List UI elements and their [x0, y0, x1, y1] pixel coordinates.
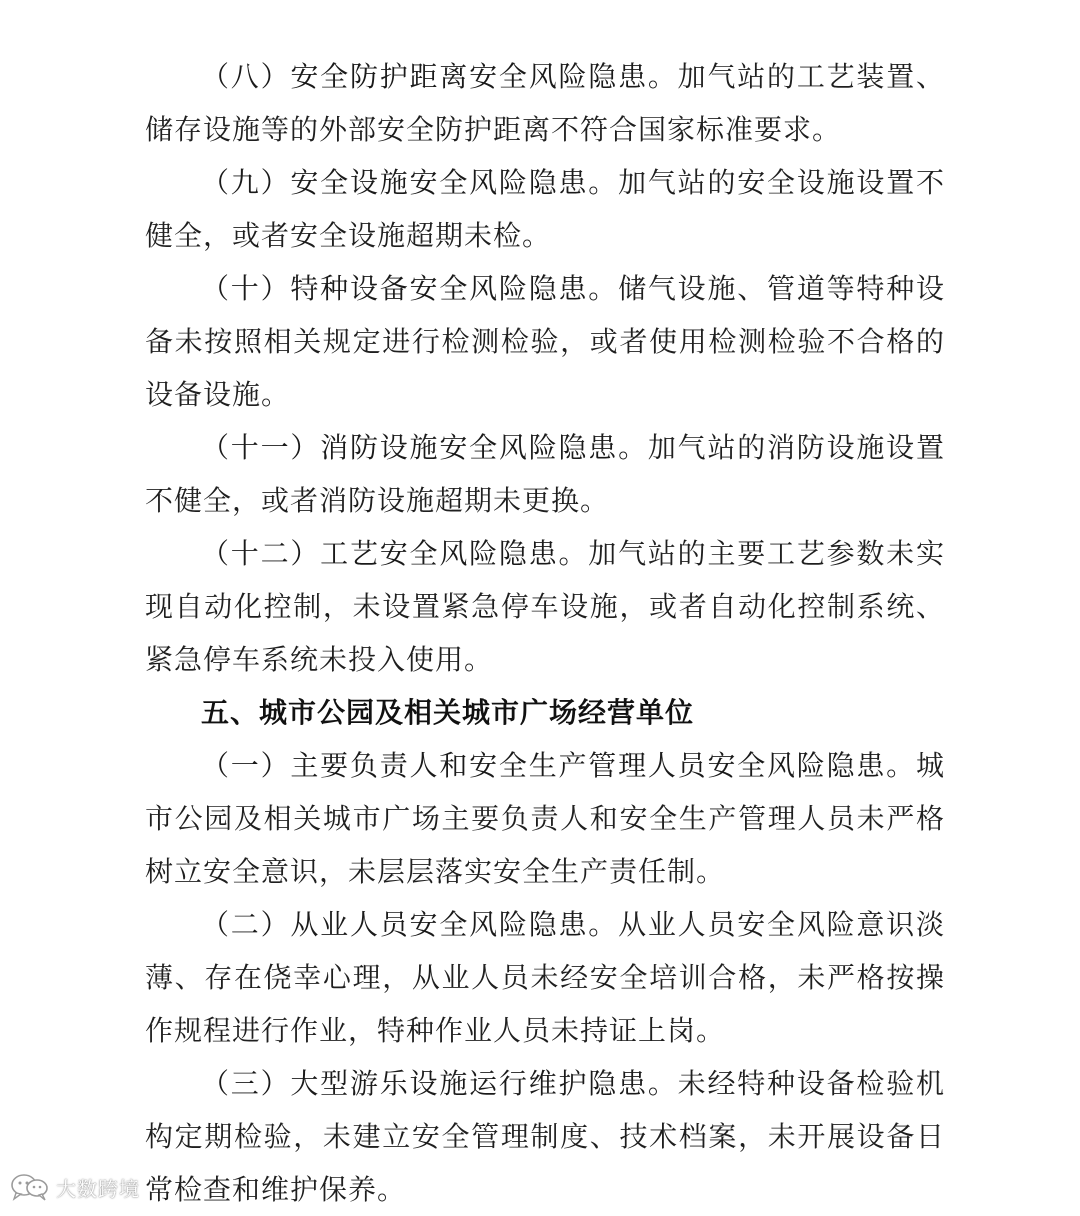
section-paragraph-item-1: [145, 739, 945, 898]
paragraph-heading: （二）从业人员安全风险隐患。: [201, 908, 619, 941]
paragraph-text: 未经特种设备检验机构定期检验，未建立安全管理制度、技术档案，未开展设备日常检查和维护保养。: [145, 1067, 945, 1206]
section-heading: 五、城市公园及相关城市广场经营单位: [201, 696, 695, 729]
paragraph-text: 从业人员安全风险意识淡薄、存在侥幸心理，从业人员未经安全培训合格，未严格按操作规程进行作业，特种作业人员未持证上岗。: [145, 908, 945, 1047]
watermark: [10, 1172, 140, 1202]
paragraph-heading: （十一）消防设施安全风险隐患。: [201, 431, 648, 464]
paragraph-text: 加气站的主要工艺参数未实现自动化控制，未设置紧急停车设施，或者自动化控制系统、紧急停车系统未投入使用。: [145, 537, 945, 676]
paragraph-item-10: [145, 262, 945, 421]
paragraph-text: 储气设施、管道等特种设备未按照相关规定进行检测检验，或者使用检测检验不合格的设备设施。: [145, 272, 945, 411]
paragraph-heading: （八）安全防护距离安全风险隐患。: [201, 60, 678, 93]
wechat-logo-icon: [10, 1173, 50, 1201]
section-paragraph-item-3: [145, 1057, 945, 1216]
paragraph-heading: （三）大型游乐设施运行维护隐患。: [201, 1067, 678, 1100]
paragraph-item-11: [145, 421, 945, 527]
paragraph-item-8: [145, 50, 945, 156]
paragraph-heading: （九）安全设施安全风险隐患。: [201, 166, 619, 199]
paragraph-text: 城市公园及相关城市广场主要负责人和安全生产管理人员未严格树立安全意识，未层层落实安全生产责任制。: [145, 749, 945, 888]
section-paragraph-item-2: [145, 898, 945, 1057]
paragraph-heading: （十）特种设备安全风险隐患。: [201, 272, 619, 305]
paragraph-item-9: [145, 156, 945, 262]
paragraph-heading: （十二）工艺安全风险隐患。: [201, 537, 589, 570]
document-body: [145, 50, 945, 1216]
paragraph-text: 加气站的安全设施设置不健全，或者安全设施超期未检。: [145, 166, 945, 252]
paragraph-item-12: [145, 527, 945, 686]
paragraph-text: 加气站的工艺装置、储存设施等的外部安全防护距离不符合国家标准要求。: [145, 60, 945, 146]
paragraph-heading: （一）主要负责人和安全生产管理人员安全风险隐患。: [201, 749, 916, 782]
paragraph-text: 加气站的消防设施设置不健全，或者消防设施超期未更换。: [145, 431, 945, 517]
watermark-text: 大数跨境: [56, 1176, 140, 1201]
